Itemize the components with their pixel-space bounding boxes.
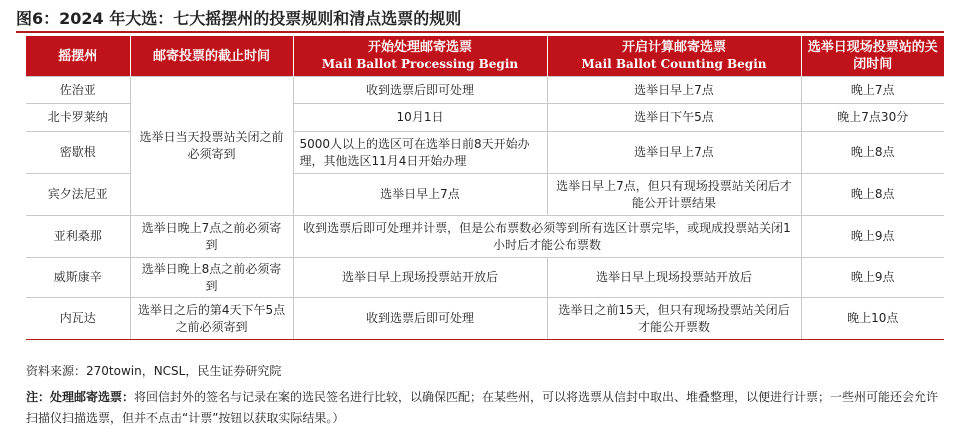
deadline-cell: 选举日当天投票站关闭之前必须寄到 [130,77,293,216]
counting-cell: 选举日早上7点，但只有现场投票站关闭后才能公开计票结果 [547,174,801,216]
state-cell: 亚利桑那 [26,216,130,258]
header-close-time: 选举日现场投票站的关闭时间 [801,36,944,77]
processing-cell: 10月1日 [293,104,547,132]
source-note: 资料来源：270towin，NCSL，民生证券研究院 [26,364,282,378]
table-header-row [26,36,944,77]
table-row [26,298,944,340]
header-processing: 开始处理邮寄选票 Mail Ballot Processing Begin [293,36,547,77]
table-row [26,216,944,258]
footnote [26,387,944,429]
state-cell: 内瓦达 [26,298,130,340]
close-time-cell: 晚上9点 [801,258,944,298]
counting-cell: 选举日之前15天，但只有现场投票站关闭后才能公开票数 [547,298,801,340]
state-cell: 密歇根 [26,132,130,174]
footnote-label: 注：处理邮寄选票： [26,390,135,404]
close-time-cell: 晚上9点 [801,216,944,258]
deadline-cell: 选举日晚上8点之前必须寄到 [130,258,293,298]
counting-cell: 选举日早上7点 [547,77,801,104]
close-time-cell: 晚上7点 [801,77,944,104]
processing-counting-cell: 收到选票后即可处理并计票，但是公布票数必须等到所有选区计票完毕，或现成投票站关闭1小时后才能公布票数 [293,216,801,258]
table-row [26,77,944,104]
counting-cell: 选举日早上现场投票站开放后 [547,258,801,298]
table-row [26,258,944,298]
header-counting: 开启计算邮寄选票 Mail Ballot Counting Begin [547,36,801,77]
title-divider [16,31,944,33]
state-cell: 威斯康辛 [26,258,130,298]
close-time-cell: 晚上8点 [801,174,944,216]
swing-state-rules-table [26,36,944,340]
deadline-cell: 选举日晚上7点之前必须寄到 [130,216,293,258]
header-deadline: 邮寄投票的截止时间 [130,36,293,77]
page-title: 图6：2024 年大选：七大摇摆州的投票规则和清点选票的规则 [16,9,462,28]
processing-cell: 收到选票后即可处理 [293,77,547,104]
state-cell: 宾夕法尼亚 [26,174,130,216]
footnote-text: 将回信封外的签名与记录在案的选民签名进行比较，以确保匹配；在某些州，可以将选票从信封中取出、堆叠整理，以便进行计票；一些州可能还会允许扫描仪扫描选票，但并不点击“计票”按钮以获取实际结果。） [26,390,939,425]
state-cell: 北卡罗莱纳 [26,104,130,132]
counting-cell: 选举日早上7点 [547,132,801,174]
processing-cell: 选举日早上现场投票站开放后 [293,258,547,298]
close-time-cell: 晚上10点 [801,298,944,340]
state-cell: 佐治亚 [26,77,130,104]
processing-cell: 5000人以上的选区可在选举日前8天开始办理，其他选区11月4日开始办理 [293,132,547,174]
processing-cell: 收到选票后即可处理 [293,298,547,340]
processing-cell: 选举日早上7点 [293,174,547,216]
close-time-cell: 晚上7点30分 [801,104,944,132]
counting-cell: 选举日下午5点 [547,104,801,132]
close-time-cell: 晚上8点 [801,132,944,174]
header-state: 摇摆州 [26,36,130,77]
deadline-cell: 选举日之后的第4天下午5点之前必须寄到 [130,298,293,340]
